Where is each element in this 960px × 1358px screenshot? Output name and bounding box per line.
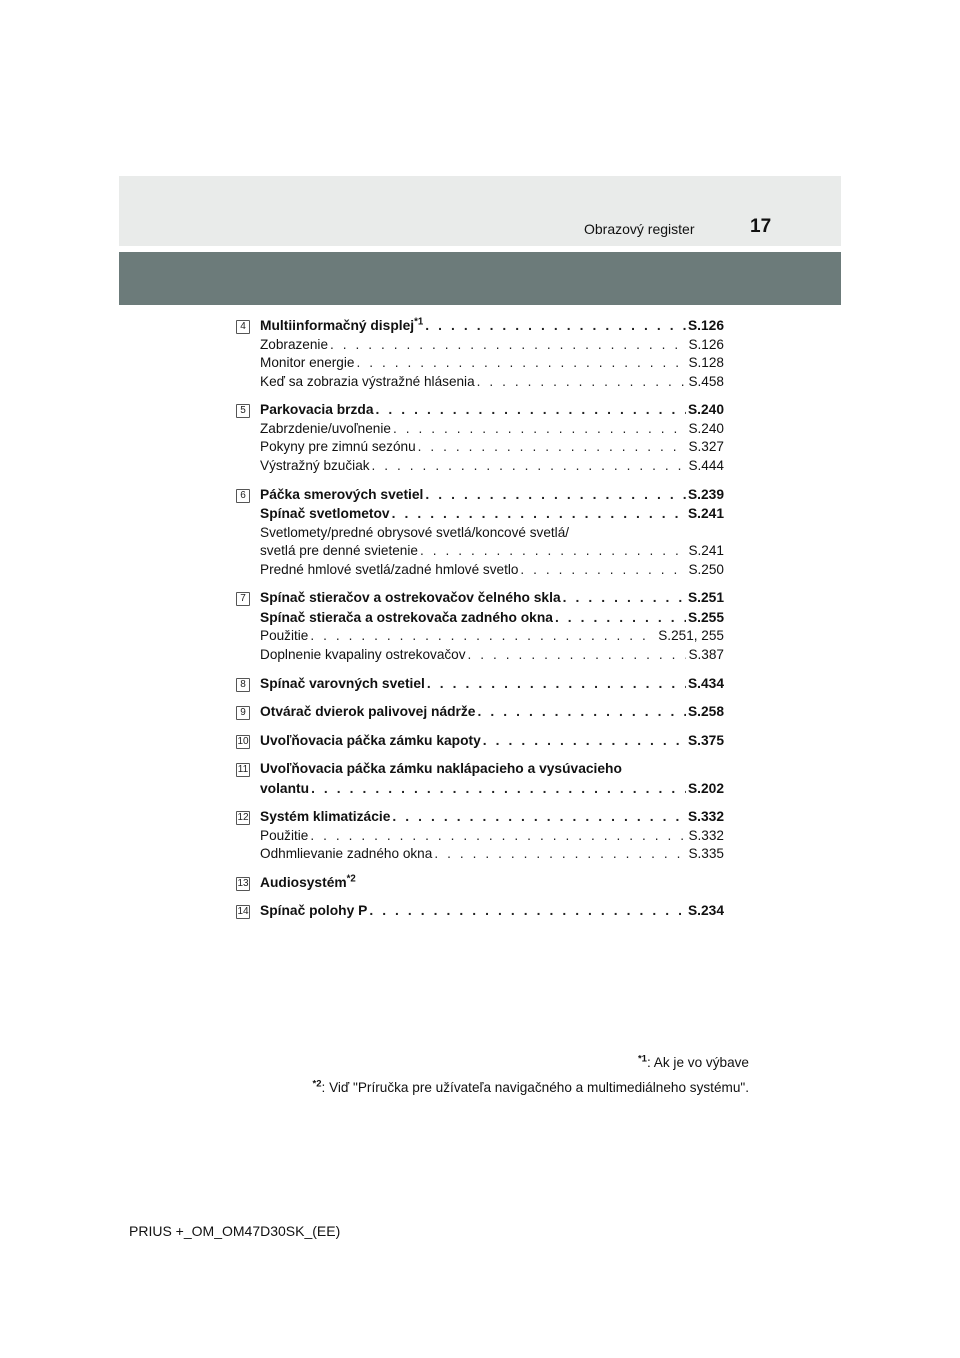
toc-page-ref: S.126 xyxy=(687,318,724,333)
toc-entry-title xyxy=(260,438,416,457)
toc-page-ref: S.332 xyxy=(688,827,724,843)
toc-entry-text: Pokyny pre zimnú sezónu xyxy=(260,439,416,455)
table-of-contents xyxy=(236,316,724,930)
toc-entry xyxy=(260,354,724,373)
toc-entry xyxy=(260,336,724,355)
toc-page-ref: S.444 xyxy=(688,457,724,473)
leader-dots xyxy=(356,354,686,373)
toc-page-ref: S.458 xyxy=(688,373,724,389)
toc-entry-text: Použitie xyxy=(260,628,309,644)
toc-page-ref: S.239 xyxy=(687,486,724,502)
toc-entry xyxy=(260,316,724,336)
leader-dots xyxy=(434,845,686,864)
toc-entry-text: Spínač polohy P xyxy=(260,903,368,919)
toc-entry xyxy=(260,608,724,628)
callout-number: 6 xyxy=(236,489,250,503)
toc-section xyxy=(236,400,724,475)
leader-dots xyxy=(376,400,686,420)
leader-dots xyxy=(330,336,686,355)
leader-dots xyxy=(369,901,686,921)
toc-entry-title xyxy=(260,542,418,561)
toc-entry-title xyxy=(260,400,374,420)
leader-dots xyxy=(468,646,687,665)
toc-entry-title xyxy=(260,316,423,336)
toc-entry-title xyxy=(260,779,309,799)
toc-entry xyxy=(260,646,724,665)
toc-page-ref: S.375 xyxy=(687,732,724,748)
toc-entry xyxy=(260,420,724,439)
header-band xyxy=(119,176,841,246)
toc-entry xyxy=(260,485,724,505)
toc-entry-title xyxy=(260,373,475,392)
toc-entry-title xyxy=(260,827,308,846)
toc-entry-text: Spínač varovných svetiel xyxy=(260,675,425,691)
toc-entry xyxy=(260,504,724,524)
toc-page-ref: S.255 xyxy=(687,609,724,625)
callout-number: 10 xyxy=(237,735,249,747)
footnote-2-text: : Viď "Príručka pre užívateľa navigačného a multimediálneho systému". xyxy=(321,1080,749,1095)
page-number: 17 xyxy=(750,216,772,237)
toc-entry xyxy=(260,400,724,420)
toc-section xyxy=(236,807,724,864)
toc-section xyxy=(236,316,724,391)
toc-entry-line: Svetlomety/predné obrysové svetlá/koncové svetlá/ xyxy=(260,524,570,540)
leader-dots xyxy=(392,807,686,827)
toc-entry-text: Parkovacia brzda xyxy=(260,402,374,418)
toc-page-ref: S.387 xyxy=(688,646,724,662)
toc-entry-title xyxy=(260,646,466,665)
toc-entry-text: Systém klimatizácie xyxy=(260,809,391,825)
toc-entry-text: Uvoľňovacia páčka zámku kapoty xyxy=(260,732,481,748)
footnote-1 xyxy=(638,1055,749,1070)
toc-entry xyxy=(260,807,724,827)
toc-page-ref: S.240 xyxy=(688,420,724,436)
toc-entry-text: Zabrzdenie/uvoľnenie xyxy=(260,420,391,436)
toc-entry-text: Zobrazenie xyxy=(260,336,329,352)
toc-entry-text: Odhmlievanie zadného okna xyxy=(260,846,433,862)
toc-section xyxy=(236,873,724,893)
toc-section xyxy=(236,731,724,751)
toc-page-ref: S.241 xyxy=(688,543,724,559)
leader-dots xyxy=(520,561,686,580)
toc-entry-title xyxy=(260,354,354,373)
leader-dots xyxy=(420,542,687,561)
footnote-mark: *2 xyxy=(346,873,356,885)
toc-entry-text: Výstražný bzučiak xyxy=(260,457,370,473)
toc-page-ref: S.335 xyxy=(688,846,724,862)
toc-entry-title xyxy=(260,336,328,355)
page-title: Obrazový register xyxy=(584,221,695,237)
toc-entry xyxy=(260,457,724,476)
callout-number: 9 xyxy=(236,706,250,720)
toc-entry-line: Uvoľňovacia páčka zámku naklápacieho a vysúvacieho xyxy=(260,761,622,777)
leader-dots xyxy=(477,702,685,722)
toc-entry-text: Spínač svetlometov xyxy=(260,506,390,522)
toc-entry-text: Páčka smerových svetiel xyxy=(260,486,424,502)
toc-section xyxy=(236,485,724,580)
toc-page-ref: S.126 xyxy=(688,336,724,352)
toc-entry-text: Spínač stieračov a ostrekovačov čelného skla xyxy=(260,590,561,606)
toc-entry-title xyxy=(260,420,391,439)
leader-dots xyxy=(563,588,686,608)
leader-dots xyxy=(477,373,687,392)
toc-entry-title xyxy=(260,588,561,608)
leader-dots xyxy=(392,504,686,524)
leader-dots xyxy=(418,438,687,457)
toc-entry xyxy=(260,845,724,864)
toc-page-ref: S.241 xyxy=(687,506,724,522)
toc-entry xyxy=(260,542,724,561)
footnote-mark: *1 xyxy=(414,316,424,328)
toc-page-ref: S.251 xyxy=(687,590,724,606)
toc-entry-title xyxy=(260,504,390,524)
toc-page-ref: S.202 xyxy=(687,780,724,796)
toc-entry-title xyxy=(260,627,308,646)
toc-page-ref: S.240 xyxy=(687,402,724,418)
toc-entry-title xyxy=(260,731,481,751)
toc-page-ref: S.434 xyxy=(687,675,724,691)
toc-entry xyxy=(260,627,724,646)
leader-dots xyxy=(425,485,686,505)
toc-entry-title xyxy=(260,674,425,694)
leader-dots xyxy=(483,731,686,751)
toc-entry-title xyxy=(260,561,518,580)
toc-entry-text: Doplnenie kvapaliny ostrekovačov xyxy=(260,646,466,662)
toc-entry-title xyxy=(260,457,370,476)
toc-entry-text: Multiinformačný displej xyxy=(260,318,415,333)
toc-section xyxy=(236,674,724,694)
toc-entry-title xyxy=(260,901,367,921)
footnote-2 xyxy=(313,1080,749,1095)
toc-entry-text: Použitie xyxy=(260,827,309,843)
toc-entry-title xyxy=(260,608,553,628)
leader-dots xyxy=(310,827,686,846)
leader-dots xyxy=(393,420,687,439)
toc-entry xyxy=(260,588,724,608)
toc-entry xyxy=(260,674,724,694)
toc-entry xyxy=(260,731,724,751)
toc-entry xyxy=(260,827,724,846)
toc-entry-text: Predné hmlové svetlá/zadné hmlové svetlo xyxy=(260,561,519,577)
leader-dots xyxy=(425,316,686,336)
footnote-1-mark: *1 xyxy=(637,1053,647,1065)
toc-entry xyxy=(260,873,724,893)
toc-page-ref: S.258 xyxy=(687,704,724,720)
toc-entry xyxy=(260,901,724,921)
toc-section xyxy=(236,901,724,921)
callout-number: 12 xyxy=(237,812,249,824)
toc-entry xyxy=(260,438,724,457)
document-code: PRIUS +_OM_OM47D30SK_(EE) xyxy=(129,1223,341,1239)
toc-page-ref: S.327 xyxy=(688,439,724,455)
callout-number: 11 xyxy=(237,764,249,776)
toc-entry-text: Audiosystém xyxy=(260,874,347,890)
toc-entry xyxy=(260,702,724,722)
toc-entry-text: Otvárač dvierok palivovej nádrže xyxy=(260,704,476,720)
callout-number: 7 xyxy=(236,592,250,606)
toc-entry-text: Spínač stierača a ostrekovača zadného okna xyxy=(260,609,553,625)
toc-page-ref: S.234 xyxy=(687,903,724,919)
callout-number: 13 xyxy=(237,877,249,889)
toc-entry-text: Monitor energie xyxy=(260,355,355,371)
toc-entry xyxy=(260,561,724,580)
leader-dots xyxy=(372,457,687,476)
toc-page-ref: S.128 xyxy=(688,355,724,371)
toc-page-ref: S.332 xyxy=(687,809,724,825)
toc-page-ref: S.250 xyxy=(688,561,724,577)
leader-dots xyxy=(427,674,686,694)
toc-entry-text: volantu xyxy=(260,780,310,796)
toc-entry-text: svetlá pre denné svietenie xyxy=(260,543,418,559)
leader-dots xyxy=(555,608,686,628)
callout-number: 14 xyxy=(237,906,249,918)
footnote-2-mark: *2 xyxy=(312,1078,322,1090)
leader-dots xyxy=(311,779,686,799)
toc-entry xyxy=(260,779,724,799)
header-bar xyxy=(119,252,841,305)
toc-entry-title xyxy=(260,702,475,722)
toc-entry-text: Keď sa zobrazia výstražné hlásenia xyxy=(260,373,475,389)
toc-section xyxy=(236,588,724,664)
footnote-1-text: : Ak je vo výbave xyxy=(646,1055,749,1070)
toc-entry-title xyxy=(260,485,423,505)
callout-number: 5 xyxy=(236,404,250,418)
callout-number: 4 xyxy=(236,320,250,334)
leader-dots xyxy=(310,627,656,646)
toc-section xyxy=(236,759,724,798)
callout-number: 8 xyxy=(236,678,250,692)
toc-entry-title xyxy=(260,807,390,827)
toc-entry xyxy=(260,373,724,392)
toc-section xyxy=(236,702,724,722)
toc-entry-title xyxy=(260,845,432,864)
toc-page-ref: S.251, 255 xyxy=(658,628,724,644)
